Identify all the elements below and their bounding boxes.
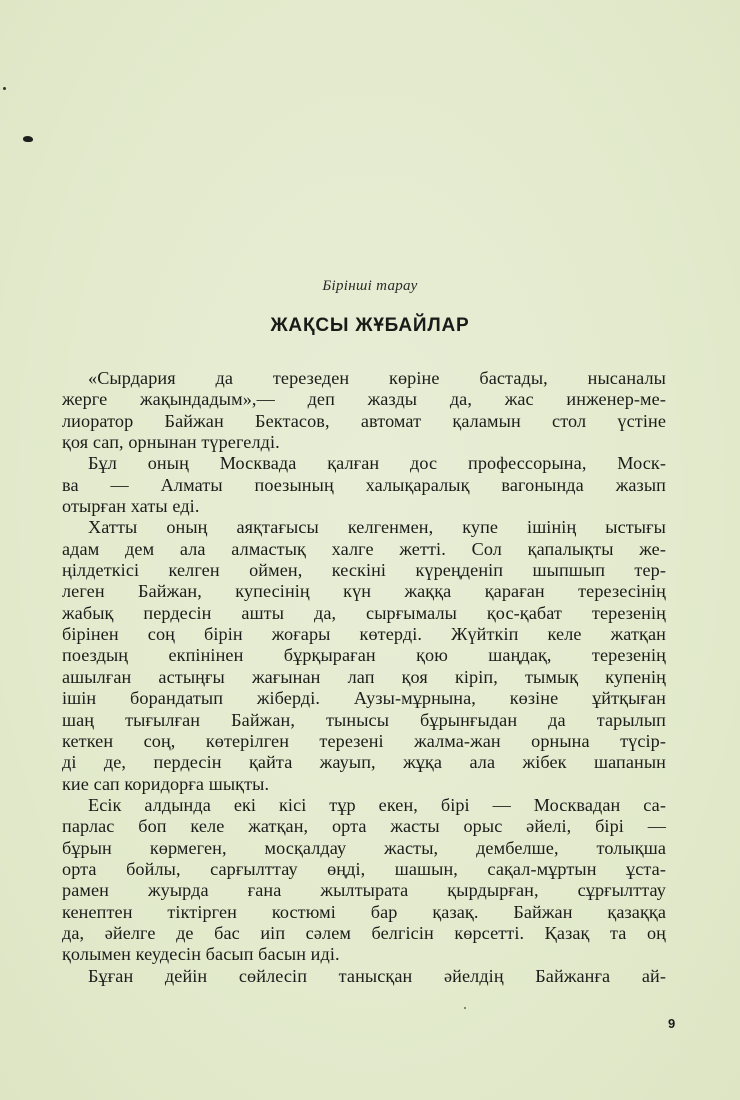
text-line: жерге жақындадым»,— деп жазды да, жас инженер-ме- [62,389,666,410]
text-line: ашылған астыңғы жағынан лап қоя кіріп, тымық купенің [62,666,666,687]
text-line: ді де, пердесін қайта жауып, жұқа ала жібек шапанын [62,752,666,773]
text-line: адам дем ала алмастық халге жетті. Сол қапалықты же- [62,538,666,559]
text-line: шаң тығылған Байжан, тынысы бұрынғыдан да тарылып [62,709,666,730]
text-line: парлас боп келе жатқан, орта жасты орыс әйелі, бірі — [62,816,666,837]
paper-speck [464,1007,466,1009]
text-line: кие сап коридорға шықты. [62,773,270,794]
chapter-label: Бірінші тарау [322,278,418,294]
paper-speck [3,87,6,90]
text-line: поездың екпінінен бұрқыраған қою шаңдақ, терезенің [62,645,666,666]
text-line: отырған хаты еді. [62,496,200,517]
text-line: орта бойлы, сарғылттау өңді, шашын, сақал-мұртын ұста- [62,858,666,879]
text-line: «Сырдария да терезеден көріне бастады, нысаналы [88,368,666,388]
text-line: Бұл оның Москвада қалған дос профессорына, Моск- [88,453,666,474]
text-line: Бұған дейін сөйлесіп танысқан әйелдің Байжанға ай- [88,965,666,986]
text-line: ішін борандатып жіберді. Аузы-мұрнына, көзіне ұйтқыған [62,688,666,709]
text-line: Есік алдында екі кісі тұр екен, бірі — Москвадан са- [88,794,666,815]
chapter-title: ЖАҚСЫ ЖҰБАЙЛАР [270,315,470,336]
body-text [62,368,666,987]
text-line: ва — Алматы поезының халықаралық вагонында жазып [62,474,666,495]
text-line: қолымен кеудесін басып басын иді. [62,944,340,965]
page-number: 9 [668,1016,676,1031]
text-line: лиоратор Байжан Бектасов, автомат қаламын стол үстіне [62,410,666,431]
text-line: Хатты оның аяқтағысы келгенмен, купе ішінің ыстығы [88,517,666,538]
text-line: жабық пердесін ашты да, сырғымалы қос-қабат терезенің [62,602,666,623]
text-line: да, әйелге де бас иіп сәлем белгісін көрсетті. Қазақ та оң [62,922,666,943]
text-line: ңілдеткісі келген оймен, кескіні күреңденіп шыпшып тер- [62,560,666,581]
text-line: қоя сап, орнынан түрегелді. [62,432,280,453]
text-line: кенептен тіктірген костюмі бар қазақ. Байжан қазаққа [62,901,666,922]
text-line: бірінен соң бірін жоғары көтерді. Жүйткіп келе жатқан [62,624,666,645]
text-line: бұрын көрмеген, мосқалдау жасты, дембелше, толықша [62,837,666,858]
ink-blot [23,136,33,142]
text-line: кеткен соң, көтерілген терезені жалма-жан орнына түсір- [62,730,666,751]
text-line: леген Байжан, купесінің күн жаққа қараған терезесінің [62,581,666,602]
text-line: рамен жуырда ғана жылтырата қырдырған, сұрғылттау [62,880,666,901]
